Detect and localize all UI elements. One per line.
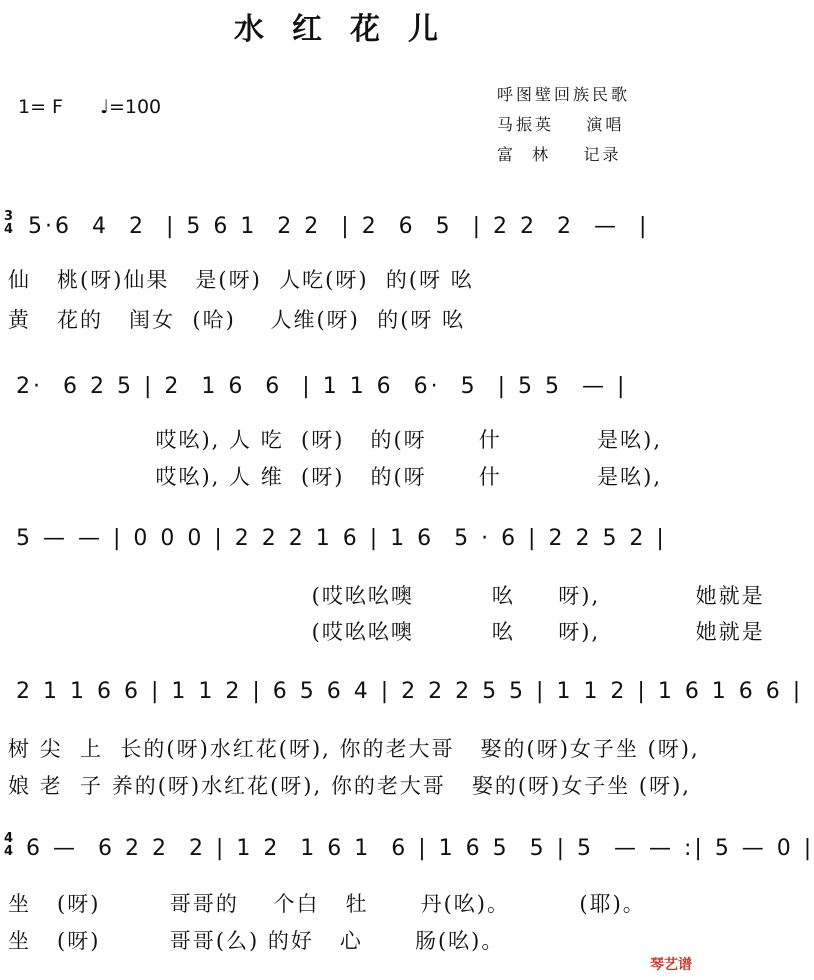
staff-system-4 [0,675,804,715]
lyrics-line: (哎吆吆噢 吆 呀), 她就是 [8,584,765,608]
lyrics-line: 哎吆), 人 吃 (呀) 的(呀 什 是吆), [8,428,663,452]
staff-system-3 [0,522,700,562]
staff-system-1 [0,210,700,250]
lyrics-line: 仙 桃(呀)仙果 是(呀) 人吃(呀) 的(呀 吆 [8,268,474,292]
notes-line: 2· 6 2 5 | 2 1 6 6 | 1 1 6 6· 5 | 5 5 — | [16,374,628,399]
credit-origin: 呼图壁回族民歌 [497,85,631,104]
notes-line: 5 — — | 0 0 0 | 2 2 2 1 6 | 1 6 5 · 6 | 2 2 5 2 | [16,526,667,551]
time-signature-4-4: 4 4 [4,831,14,859]
key-signature: 1= F [18,96,63,118]
notes-line: 5·6 4 2 | 5 6 1 2 2 | 2 6 5 | 2 2 2 — | [28,214,650,239]
lyrics-line: 坐 (呀) 哥哥(么) 的好 心 肠(吆)。 [8,929,505,953]
lyrics-line: 黄 花的 闺女 (哈) 人维(呀) 的(呀 吆 [8,308,466,332]
lyrics-line: 哎吆), 人 维 (呀) 的(呀 什 是吆), [8,465,663,489]
song-title: 水红花儿 [234,12,466,47]
notes-line: 2 1 1 6 6 | 1 1 2 | 6 5 6 4 | 2 2 2 5 5 | 1 1 2 | 1 6 1 6 6 | [16,679,804,704]
credit-transcriber: 富 林 记录 [497,145,622,164]
time-signature-3-4: 3 4 [4,209,14,237]
credit-performer: 马振英 演唱 [497,115,625,134]
staff-system-5 [0,831,814,872]
watermark-logo: 琴艺谱 [650,957,692,973]
staff-system-2 [0,370,700,410]
tempo-marking: ♩=100 [100,96,162,118]
lyrics-line: 娘 老 子 养的(呀)水红花(呀), 你的老大哥 娶的(呀)女子坐 (呀), [8,774,691,798]
credits [497,80,630,170]
notes-line: 6 — 6 2 2 2 | 1 2 1 6 1 6 | 1 6 5 5 | 5 — — :| 5 — 0 | [26,836,814,861]
lyrics-line: (哎吆吆噢 吆 呀), 她就是 [8,620,765,644]
lyrics-line: 树 尖 上 长的(呀)水红花(呀), 你的老大哥 娶的(呀)女子坐 (呀), [8,737,700,761]
lyrics-line: 坐 (呀) 哥哥的 个白 牡 丹(吆)。 (耶)。 [8,892,646,916]
